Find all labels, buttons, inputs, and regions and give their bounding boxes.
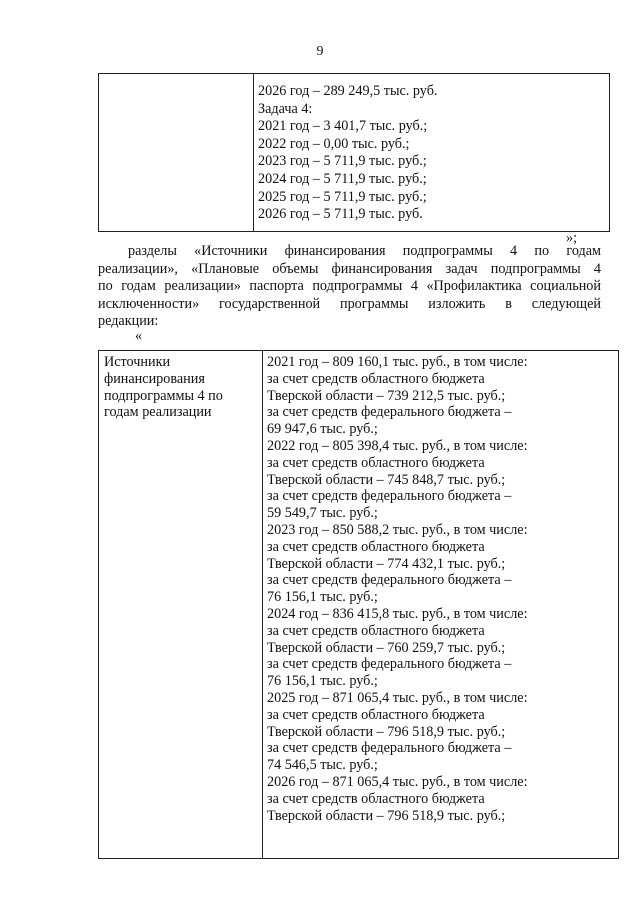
value-line: 2024 год – 836 415,8 тыс. руб., в том числе: xyxy=(267,605,528,622)
table-line: 2026 год – 5 711,9 тыс. руб. xyxy=(258,206,423,223)
table-line: 2026 год – 289 249,5 тыс. руб. xyxy=(258,83,438,99)
table-line: 2022 год – 0,00 тыс. руб.; xyxy=(258,135,410,152)
value-line: за счет средств областного бюджета xyxy=(267,454,485,471)
value-line: 2025 год – 871 065,4 тыс. руб., в том числе: xyxy=(267,689,528,706)
label-line: подпрограммы 4 по xyxy=(104,387,223,404)
table-line: 2023 год – 5 711,9 тыс. руб.; xyxy=(258,153,427,170)
value-line: Тверской области – 796 518,9 тыс. руб.; xyxy=(267,723,506,740)
value-line: за счет средств областного бюджета xyxy=(267,370,485,387)
value-line: за счет средств областного бюджета xyxy=(267,622,485,639)
paragraph-line: разделы «Источники финансирования подпрограммы 4 по годам xyxy=(128,243,601,259)
value-line: 76 156,1 тыс. руб.; xyxy=(267,589,378,606)
value-line: за счет средств федерального бюджета – xyxy=(267,740,512,757)
body-paragraph xyxy=(98,243,601,331)
value-line: 2021 год – 809 160,1 тыс. руб., в том числе: xyxy=(267,354,528,370)
value-line: за счет средств федерального бюджета – xyxy=(267,656,512,673)
table-line: 2021 год – 3 401,7 тыс. руб.; xyxy=(258,118,428,135)
value-line: 2026 год – 871 065,4 тыс. руб., в том числе: xyxy=(267,773,528,790)
table-line: 2025 год – 5 711,9 тыс. руб.; xyxy=(258,188,427,205)
value-line: за счет средств областного бюджета xyxy=(267,790,485,807)
top-table-right-cell xyxy=(254,74,610,232)
value-line: 74 546,5 тыс. руб.; xyxy=(267,757,378,774)
page-number: 9 xyxy=(316,44,324,59)
value-line: Тверской области – 774 432,1 тыс. руб.; xyxy=(267,555,506,572)
value-line: Тверской области – 739 212,5 тыс. руб.; xyxy=(267,387,506,404)
value-line: Тверской области – 796 518,9 тыс. руб.; xyxy=(267,807,506,824)
top-table xyxy=(98,73,610,232)
value-line: Тверской области – 760 259,7 тыс. руб.; xyxy=(267,639,506,656)
financing-table-label-cell xyxy=(99,351,263,859)
value-line: Тверской области – 745 848,7 тыс. руб.; xyxy=(267,471,506,488)
paragraph-line: исключенности» государственной программы изложить в следующей xyxy=(98,295,601,312)
label-line: годам реализации xyxy=(104,404,212,421)
value-line: 59 549,7 тыс. руб.; xyxy=(267,505,378,522)
financing-table-values-cell xyxy=(263,351,619,859)
value-line: за счет средств областного бюджета xyxy=(267,538,485,555)
paragraph-line: реализации», «Плановые объемы финансирования задач подпрограммы 4 xyxy=(98,260,601,277)
value-line: 76 156,1 тыс. руб.; xyxy=(267,673,378,690)
table-row xyxy=(99,74,610,232)
financing-table xyxy=(98,350,619,859)
value-line: за счет средств федерального бюджета – xyxy=(267,488,512,505)
value-line: 69 947,6 тыс. руб.; xyxy=(267,421,378,438)
value-line: за счет средств федерального бюджета – xyxy=(267,404,512,421)
label-line: Источники xyxy=(104,354,171,370)
opening-quote-mark: « xyxy=(135,328,143,344)
table-row xyxy=(99,351,619,859)
value-line: 2023 год – 850 588,2 тыс. руб., в том числе: xyxy=(267,521,528,538)
value-line: 2022 год – 805 398,4 тыс. руб., в том числе: xyxy=(267,437,528,454)
top-table-left-cell xyxy=(99,74,254,232)
value-line: за счет средств областного бюджета xyxy=(267,706,485,723)
label-line: финансирования xyxy=(104,370,205,387)
closing-quote-mark: »; xyxy=(566,230,578,246)
paragraph-line: редакции: xyxy=(98,313,159,330)
table-line: Задача 4: xyxy=(258,100,313,117)
paragraph-line: по годам реализации» паспорта подпрограммы 4 «Профилактика социальной xyxy=(98,278,601,295)
value-line: за счет средств федерального бюджета – xyxy=(267,572,512,589)
table-line: 2024 год – 5 711,9 тыс. руб.; xyxy=(258,170,427,187)
